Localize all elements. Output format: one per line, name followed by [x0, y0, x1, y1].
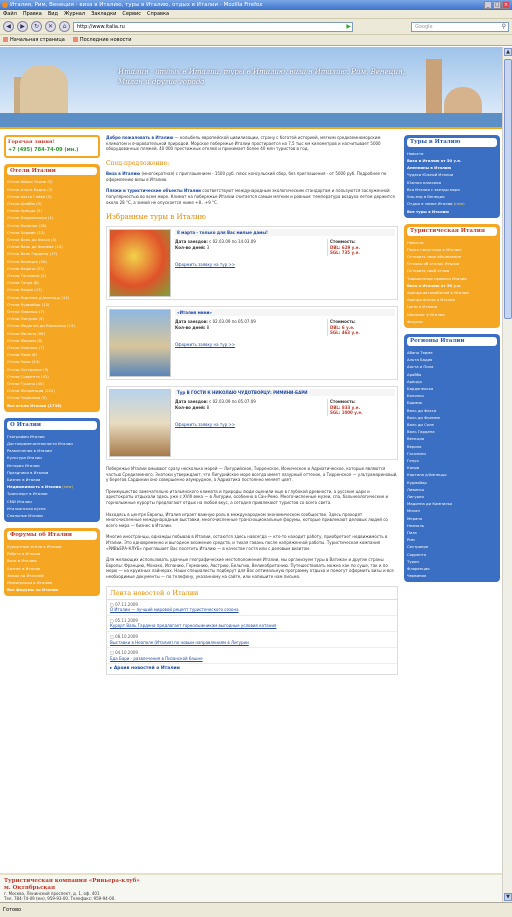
hotels-box	[4, 164, 100, 412]
region-link[interactable]: Капри	[407, 465, 420, 471]
region-link[interactable]: Лигурия	[407, 493, 424, 499]
about-list	[7, 433, 97, 519]
dates-label: Дата заездов:	[175, 239, 208, 244]
news-date: □ 08.10.2009	[110, 634, 138, 639]
minimize-button[interactable]: _	[484, 1, 492, 9]
tour-card	[106, 386, 398, 460]
site-header	[0, 47, 502, 129]
tour-dates	[175, 399, 327, 416]
tours-link[interactable]	[407, 164, 497, 171]
new-badge: (new)	[453, 201, 465, 207]
days-label: Кол-во дней:	[175, 404, 206, 410]
hotel-link[interactable]: Отели Генуя (8)	[7, 280, 39, 286]
article-paragraph: Находясь в центре Европы, Италия играет важную роль в международном экономическом сообществе. Здесь проходят многочисленные международные выставки, многочисленные транснациональные форумы, которые привлекают деловых людей со всего мира — бизнес в Италии.	[106, 511, 388, 528]
bookmarks-toolbar	[0, 35, 512, 46]
tour-card	[106, 226, 398, 300]
dates-label: Дата заездов:	[175, 319, 208, 324]
all-tours-link[interactable]	[407, 208, 497, 215]
news-date-value: 05.11.2009	[115, 617, 138, 623]
dates-value: с 02.03.09 по 05.07.09	[209, 399, 256, 404]
hotel-link[interactable]: Отели Бардонеккья (1)	[7, 215, 54, 221]
news-item	[107, 600, 397, 616]
hotel-link[interactable]: Отели Турина (40)	[7, 381, 44, 387]
news-title: Лента новостей о Италии	[107, 587, 397, 600]
tours-link-label: Виза в Италию от 50 у.е.	[407, 158, 462, 164]
region-link[interactable]: Ареццо	[407, 378, 422, 384]
forums-list	[7, 543, 97, 593]
cost-label: Стоимость:	[330, 239, 356, 244]
dates-value: с 02.03.09 по 14.03.09	[209, 239, 256, 244]
news-feed	[106, 586, 398, 676]
all-forums-link[interactable]	[7, 586, 97, 593]
vertical-scrollbar[interactable]	[502, 47, 512, 902]
footer-company: Туристическая компания «Ривьера-клуб»	[4, 878, 140, 884]
hotel-link[interactable]: Отели Ливиньо (7)	[7, 309, 45, 315]
news-item	[107, 632, 397, 648]
info-link[interactable]: Шоппинг в Италии	[407, 311, 445, 317]
region-link[interactable]: Валь ди Фьемме	[407, 414, 441, 420]
status-bar	[0, 902, 512, 917]
window-titlebar	[0, 0, 512, 10]
news-date-value: 07.11.2009	[115, 601, 138, 607]
bookmark-icon	[3, 37, 8, 42]
firefox-icon	[2, 2, 8, 8]
menu-view[interactable]: Вид	[47, 11, 58, 17]
hotel-link[interactable]: Отели Курмайор (13)	[7, 301, 50, 307]
tour-dates	[175, 239, 327, 256]
price-sgl: SGL: 1000 у.е.	[330, 410, 363, 415]
article-paragraph: Многие иностранцы, однажды побывав в Италии, остаются здесь навсегда — кто-то находит работу, приобретает недвижимость в Италии. Это одновременно и выгодное вложение средств, и тихая гавань после напряженной работы. Туристическая компания «РИВЬЕРА-КЛУБ» приглашает Вас посетить Италию — в качестве гостя или с деловым визитом.	[106, 534, 388, 551]
left-sidebar	[4, 135, 100, 602]
region-link[interactable]: Неаполь	[407, 522, 424, 528]
search-placeholder: Google	[415, 23, 433, 30]
tours-link[interactable]: Новости	[407, 150, 424, 156]
news-link[interactable]: Курорт Валь Гардена предлагает горнолыжникам выгодные условия катания	[110, 623, 277, 629]
info-link[interactable]: Отзывы об отелях Италии	[407, 261, 460, 267]
tour-info	[173, 387, 397, 459]
hotel-link[interactable]: Отели Валь ди Фьемме (15)	[7, 244, 63, 250]
info-link[interactable]: Форумы	[407, 318, 424, 324]
forum-link[interactable]: Курортные отели в Италии	[7, 544, 62, 550]
forward-button[interactable]: ▶	[17, 21, 28, 32]
site-title: Италия - отдых в Италии, туры в Италию, виза в Италию. Рим, Венеция, Милан и другие города	[118, 68, 405, 87]
hotel-link[interactable]: Отели Капри (13)	[7, 287, 43, 293]
hotline-title: Горячая линия!	[8, 139, 55, 145]
footer-phones: Тел. 784-74-09 (мн), 959-93-00. Телефакс: 959-94-00.	[4, 896, 116, 902]
about-link[interactable]: История Италии	[7, 462, 40, 468]
region-link[interactable]: Флоренция	[407, 565, 430, 571]
info-link[interactable]: Поиск попутчика в Италию	[407, 246, 462, 252]
hotel-link[interactable]: Отели Флоренции (221)	[7, 388, 55, 394]
about-link-label: Недвижимость в Италии	[7, 484, 61, 490]
about-link[interactable]: Развлечения в Италии	[7, 448, 52, 454]
address-url: http://www.italia.ru	[77, 23, 125, 30]
hotel-link[interactable]: Отели Абано Терме (5)	[7, 179, 53, 185]
region-link[interactable]: Альта Бадия	[407, 357, 433, 363]
region-link[interactable]: Гаголини	[407, 450, 426, 456]
hotel-link[interactable]: Отели Венеция (34)	[7, 258, 47, 264]
about-link[interactable]: Спальные Италии	[7, 512, 43, 518]
all-hotels-link[interactable]	[7, 402, 97, 409]
hotel-link[interactable]: Отели Гаголини (2)	[7, 273, 47, 279]
about-link[interactable]: Бизнес в Италии	[7, 476, 41, 482]
price-sgl: SGL: 463 у.е.	[330, 330, 360, 335]
tours-link[interactable]: Уик-энд в Венеции	[407, 194, 445, 200]
tours-box	[404, 135, 500, 218]
page-viewport	[0, 47, 502, 902]
forums-title: Форумы об Италии	[7, 531, 97, 540]
hotel-link[interactable]: Отели Мерано (8)	[7, 337, 43, 343]
menu-edit[interactable]: Правка	[22, 11, 42, 17]
scroll-down-arrow-icon[interactable]: ▼	[504, 893, 512, 901]
region-link[interactable]: Венеция	[407, 436, 425, 442]
tour-order-link[interactable]: Оформить заявку на тур >>	[175, 341, 236, 347]
close-button[interactable]: ×	[503, 2, 509, 8]
scroll-up-arrow-icon[interactable]: ▲	[504, 48, 512, 56]
hotel-link[interactable]: Отели Валь ди Фасса (4)	[7, 237, 57, 242]
window-controls	[484, 1, 510, 9]
region-link[interactable]: Валь Гардена	[407, 429, 435, 435]
featured-title: Избранные туры в Италию	[106, 213, 206, 222]
forum-link[interactable]: Иммиграция в Италию	[7, 580, 53, 586]
forums-box	[4, 528, 100, 596]
tour-name[interactable]: «Италия мини»	[175, 309, 395, 316]
region-link[interactable]: Сорренто	[407, 551, 427, 557]
all-forums-label: Все форумы по Италии	[7, 587, 59, 593]
all-tours-label: Все туры в Италию	[407, 208, 449, 214]
pisa-tower-art	[20, 65, 68, 117]
hotel-link[interactable]: Отели Кортина д'Ампеццо (11)	[7, 294, 70, 300]
bookmark-label: Начальная страница	[10, 36, 65, 43]
search-input[interactable]	[411, 22, 509, 32]
region-link[interactable]: Болонья	[407, 393, 424, 399]
news-item	[107, 616, 397, 632]
tour-cost	[327, 239, 395, 256]
bookmark-label: Последние новости	[79, 36, 132, 43]
new-badge: (new)	[62, 484, 74, 490]
tours-link[interactable]: Южная классика	[407, 179, 442, 185]
tour-name[interactable]: 8 марта - только для Вас милые дамы!	[175, 229, 395, 236]
tours-link-label: Отдых в замке Италии	[407, 201, 453, 207]
menu-file[interactable]: Файл	[3, 11, 17, 17]
footer-address: г. Москва, Ленинский проспект, д. 1, оф. 401	[4, 891, 100, 896]
price-dbl: DBL: 629 у.е.	[330, 244, 361, 250]
regions-list	[407, 349, 497, 580]
maximize-button[interactable]: □	[494, 2, 500, 8]
dates-value: с 02.03.09 по 05.07.09	[209, 319, 256, 324]
tour-image-coast[interactable]	[109, 309, 171, 377]
info-link[interactable]: Аренда виллы в Италии	[407, 297, 455, 303]
menu-bar	[0, 10, 512, 19]
news-link[interactable]: Еда Бари - развлечения в Пизанской башне	[110, 655, 203, 661]
tour-cost	[327, 399, 395, 416]
about-link[interactable]: Праздники в Италии	[7, 469, 49, 475]
sea-art	[0, 113, 502, 127]
region-link[interactable]: Червиния	[407, 573, 427, 579]
tours-link-castle[interactable]	[407, 200, 497, 207]
forum-link[interactable]: Работа в Италии	[7, 551, 41, 557]
bookmark-news[interactable]	[73, 37, 132, 43]
region-link[interactable]: Милан	[407, 508, 420, 514]
offer-beaches-body: соответствуют международным экологическим стандартам и пользуются заслуженной популярностью во всем мире. Климат на побережье Италии считается самым мягким и ровным: температура воздуха летом держится около 28 °C, а зимой не опускается ниже +8...+9 °C.	[106, 188, 395, 205]
days-value: 8	[206, 324, 210, 330]
tours-title: Туры в Италию	[407, 138, 497, 147]
about-link[interactable]: Культура Италии	[7, 455, 42, 461]
footer-metro: м. Октябрьская	[4, 884, 56, 891]
magnifier-icon[interactable]: ⚲	[501, 22, 506, 30]
back-button[interactable]: ◀	[3, 21, 14, 32]
tour-details	[175, 399, 395, 416]
tours-list	[407, 150, 497, 215]
tour-cost	[327, 319, 395, 336]
days-label: Кол-во дней:	[175, 324, 206, 330]
main-content	[106, 135, 398, 675]
menu-help[interactable]: Справка	[147, 11, 170, 17]
news-date: □ 05.11.2009	[110, 617, 138, 623]
campanile-art	[426, 59, 442, 117]
region-link[interactable]: Сестриере	[407, 544, 429, 550]
hotel-link[interactable]: Отели Ареццо (4)	[7, 208, 43, 214]
cost-label: Стоимость:	[330, 319, 356, 324]
bookmark-start[interactable]	[3, 37, 65, 43]
tourist-info-title: Туристическая Италия	[407, 227, 497, 236]
hotline-box	[4, 135, 100, 158]
hotel-link[interactable]: Отели Милана (69)	[7, 330, 45, 336]
info-link[interactable]	[407, 282, 497, 289]
region-link[interactable]: Рим	[407, 537, 415, 543]
rss-icon	[73, 37, 78, 42]
region-link[interactable]: Бормио	[407, 400, 422, 406]
news-link[interactable]: О Италии — лучший мировой рецепт туристического сезона	[110, 607, 239, 613]
hotel-link[interactable]: Отели Аоста Гайве (5)	[7, 193, 52, 199]
welcome-lead[interactable]: Добро пожаловать в Италию	[106, 135, 174, 140]
hotels-title: Отели Италии	[7, 167, 97, 176]
dates-label: Дата заездов:	[175, 399, 208, 404]
region-link[interactable]: Мерано	[407, 515, 423, 521]
hotline-phone[interactable]: +7 (495) 784-74-09 (мн.)	[8, 147, 79, 154]
about-link-realty[interactable]	[7, 483, 97, 490]
offer-visa-lead[interactable]: Виза в Италию	[106, 171, 141, 177]
tourist-info-box	[404, 224, 500, 328]
region-link[interactable]: Валь ди Соле	[407, 421, 434, 427]
forum-link[interactable]: Виза в Италию	[7, 558, 37, 564]
menu-tools[interactable]: Сервис	[122, 11, 142, 17]
region-link[interactable]: Мадонна ди Кампильо	[407, 501, 453, 507]
tour-details	[175, 239, 395, 256]
hotel-link[interactable]: Отели Альта Бадия (2)	[7, 186, 53, 192]
scrollbar-thumb[interactable]	[504, 59, 512, 319]
tour-name[interactable]: Тур В ГОСТИ К НИКОЛАЮ ЧУДОТВОРЦУ: РИМИНИ-БАРИ	[175, 389, 395, 396]
tours-link[interactable]: Вся Италия с заезды моря	[407, 186, 460, 192]
region-link[interactable]: Абано Терме	[407, 349, 433, 355]
hotels-list	[7, 178, 97, 409]
region-link[interactable]: Верона	[407, 443, 422, 449]
menu-bookmarks[interactable]: Закладки	[91, 11, 117, 17]
tours-link[interactable]: Чудеса Южной Италии	[407, 172, 454, 178]
news-date-value: 08.10.2009	[115, 634, 138, 639]
tour-details	[175, 319, 395, 336]
stop-button[interactable]: ✕	[45, 21, 56, 32]
forum-link[interactable]: Бизнес в Италии	[7, 565, 41, 571]
hotel-link[interactable]: Отели Сорренто (42)	[7, 373, 49, 379]
info-link[interactable]: Цены в Италии	[407, 304, 438, 310]
tour-info	[173, 307, 397, 379]
regions-title: Регионы Италии	[407, 337, 497, 346]
regions-box	[404, 334, 500, 582]
tours-link[interactable]	[407, 157, 497, 164]
region-link[interactable]: Пиза	[407, 529, 417, 535]
offer-beaches	[106, 188, 398, 205]
home-button[interactable]: ⌂	[59, 21, 70, 32]
news-date: □ 04.10.2009	[110, 650, 138, 656]
hotel-link[interactable]: Отели Арабба (3)	[7, 200, 42, 206]
days-label: Кол-во дней:	[175, 244, 206, 250]
address-bar[interactable]	[73, 22, 353, 32]
tour-order-link[interactable]: Оформить заявку на тур >>	[175, 421, 236, 427]
price-sgl: SGL: 735 у.е.	[330, 250, 360, 255]
tour-card	[106, 306, 398, 380]
menu-history[interactable]: Журнал	[64, 11, 86, 17]
hotel-link[interactable]: Отели Болонья (18)	[7, 222, 47, 228]
region-link[interactable]: Генуя	[407, 457, 419, 463]
info-link-label: Виза в Италию от 50 у.е.	[407, 282, 462, 288]
all-hotels-label: Все отели Италии (1736)	[7, 402, 62, 408]
info-link[interactable]: Оставить свое объявление	[407, 253, 462, 259]
hotel-link[interactable]: Отели Червинии (5)	[7, 395, 47, 401]
hotel-link[interactable]: Отели Мадонна ди Кампильо (13)	[7, 323, 75, 329]
site-footer	[0, 873, 502, 902]
region-link[interactable]: Кортина д'Ампеццо	[407, 472, 447, 478]
tour-info	[173, 227, 397, 299]
article-paragraph: Преимущество замечательно итальянского климата и природы люди оценили еще в глубокой древности, а русские цари и аристократы отдыхали здесь уже с XVIII века — в Лигурии, особенно в Сан-Ремо. Многочисленные музеи, спа, бальнеологические и горнолыжные курорты предлагают отдых на любой вкус, а сегодня привлекают туристов со всего света.	[106, 488, 389, 505]
about-link[interactable]: Итальянская кухня	[7, 505, 46, 511]
hotel-link[interactable]: Отели Верона (32)	[7, 265, 45, 271]
offer-title: Спец-предложение:	[106, 159, 170, 167]
tour-image-church[interactable]	[109, 389, 171, 457]
info-link[interactable]: Новости	[407, 239, 424, 245]
offer-beaches-lead[interactable]: Пляжи и туристические объекты Италии	[106, 188, 201, 194]
window-title: Италия, Рим, Венеция - виза в Италию, туры в Италию, отдых в Италии - Mozilla Firefox	[10, 2, 263, 8]
news-item	[107, 648, 397, 664]
about-link[interactable]: Транспорт в Италии	[7, 491, 48, 497]
news-archive-link[interactable]: ▸ Архив новостей о Италии	[110, 666, 180, 672]
news-date-value: 04.10.2009	[115, 650, 138, 656]
offer-visa-body: (многократная) с приглашением - 1500 руб. плюс консульский сбор, без приглашения - от 5000 руб. Подробнее по оформлению визы в Италию.	[106, 171, 387, 182]
region-link[interactable]: Аоста и Пила	[407, 364, 434, 370]
news-link[interactable]: Выставки в Неаполе (Италия) по новым направлениям в Лигурии	[110, 639, 249, 645]
hotel-link[interactable]: Отели Сестриере (3)	[7, 366, 49, 372]
price-dbl: DBL: 6 у.е.	[330, 324, 355, 330]
about-link[interactable]: Достопримечательности Италии	[7, 440, 73, 446]
article-paragraph: Побережье Италии омывают сразу несколько морей — Лигурийское, Тирренское, Ионическое и Адриатическое, которые являются частью Средиземного. Знатоки утверждают, что Лигурийское море всегда имеет лазурный оттенок, а Тирренское — ультрамариновый, у берегов Сардинии оно совершенно изумрудное, а Адриатика постоянно меняет цвет.	[106, 466, 398, 483]
right-sidebar	[404, 135, 500, 588]
news-date: □ 07.11.2009	[110, 601, 138, 607]
region-link[interactable]: Бардонеккья	[407, 385, 434, 391]
about-link[interactable]: География Италии	[7, 433, 45, 439]
info-link[interactable]: Оставить свой отзыв	[407, 268, 450, 274]
article-paragraph: Для желающих использовать удачные географические местоположения Италии, мы организуем туры в Ватикан и другие страны Европы: Францию, Монако, Испанию, Германию, Австрию, Бельгию, Великобританию. Путешествовать можно как по суше, так и по морю — на круизных лайнерах. Наши специалисты подберут для Вас оптимальную программу отдыха и помогут оформить визы и все необходимые документы — по телефону, указанному на сайте, или напишите нам письмо.	[106, 557, 394, 579]
hotel-link[interactable]: Отели Неаполь (7)	[7, 345, 45, 351]
info-link[interactable]: Таможенные правила Италии	[407, 275, 467, 281]
hotel-link[interactable]: Отели Лигурия (9)	[7, 316, 44, 322]
navigation-toolbar	[0, 19, 512, 35]
tour-image-flowers[interactable]	[109, 229, 171, 297]
about-box	[4, 418, 100, 522]
about-link[interactable]: СМИ Италии	[7, 498, 32, 504]
status-text: Готово	[3, 907, 22, 913]
welcome-body: — колыбель европейской цивилизации, страну с богатой историей, мягким средиземноморским климатом и очаровательной природой. Морское побережье Италии простирается на 7,5 тыс км километров и насчитывает 5000 оборудованных пляжей, 40 000 престижных отелей и принимает более 40 млн туристов в год.	[106, 135, 381, 152]
cost-label: Стоимость:	[330, 399, 356, 404]
hotel-link[interactable]: Отели Бормио (12)	[7, 229, 45, 235]
hotel-link[interactable]: Отели Пиза (6)	[7, 352, 37, 358]
region-link[interactable]: Турин	[407, 558, 419, 564]
tourist-info-list	[407, 239, 497, 325]
about-title: О Италии	[7, 421, 97, 430]
days-value: 3	[206, 244, 210, 250]
region-link[interactable]: Ливиньо	[407, 486, 425, 492]
news-archive-label: Архив новостей о Италии	[113, 666, 180, 672]
days-value: 8	[206, 404, 210, 410]
reload-button[interactable]: ↻	[31, 21, 42, 32]
forum-link[interactable]: Замок на Италией	[7, 572, 44, 578]
tours-link-label: Апеннины в Италию	[407, 165, 452, 171]
tour-order-link[interactable]: Оформить заявку на тур >>	[175, 261, 236, 267]
region-link[interactable]: Арабба	[407, 371, 422, 377]
tour-dates	[175, 319, 327, 336]
price-dbl: DBL: 833 у.е.	[330, 404, 361, 410]
go-button[interactable]: ▶	[346, 22, 351, 30]
hotel-link[interactable]: Отели Рима (44)	[7, 359, 40, 365]
offer-visa	[106, 171, 398, 182]
region-link[interactable]: Валь ди Фасса	[407, 407, 437, 413]
hotel-link[interactable]: Отели Валь Гардена (17)	[7, 251, 58, 257]
region-link[interactable]: Курмайор	[407, 479, 427, 485]
welcome-text	[106, 135, 398, 152]
info-link[interactable]: Аренда автомобилей в Италии	[407, 290, 469, 295]
